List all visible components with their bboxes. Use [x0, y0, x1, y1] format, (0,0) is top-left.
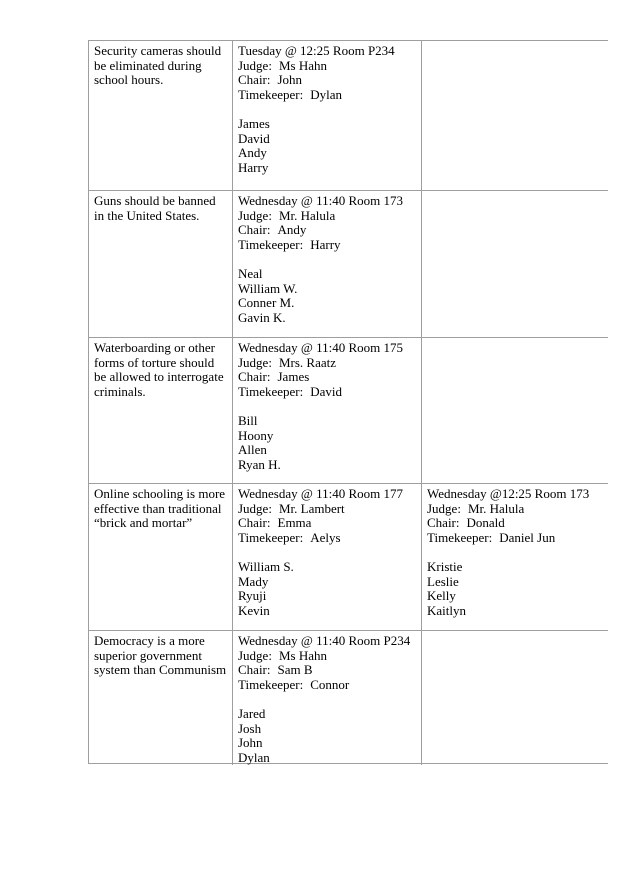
topic-line: “brick and mortar”	[94, 515, 193, 531]
session2-cell-empty	[422, 631, 609, 765]
session-timekeeper	[427, 531, 607, 546]
chair-label: Chair:	[238, 662, 271, 678]
session-judge	[427, 502, 607, 517]
debater-name: Bill	[238, 412, 258, 428]
topic-line: Online schooling is more	[94, 486, 226, 501]
session2-cell	[422, 484, 609, 630]
debater-name: John	[238, 735, 263, 751]
debate-schedule-table	[88, 40, 608, 764]
session2-cell-empty	[422, 41, 609, 190]
judge-name: Mrs. Raatz	[278, 354, 336, 370]
topic-line: school hours.	[94, 72, 164, 88]
debater-name: Conner M.	[238, 295, 295, 311]
session-timekeeper	[238, 531, 419, 546]
debater-name: David	[238, 130, 270, 146]
judge-label: Judge:	[238, 354, 272, 370]
chair-name: James	[277, 369, 310, 385]
timekeeper-label: Timekeeper:	[427, 529, 493, 545]
debater-name: James	[238, 115, 270, 131]
session-schedule: Wednesday @ 11:40 Room P234	[238, 633, 411, 648]
topic-line: criminals.	[94, 383, 146, 399]
session-chair	[238, 516, 419, 531]
chair-name: John	[277, 72, 303, 88]
session-chair	[238, 223, 419, 238]
session-schedule: Wednesday @ 11:40 Room 173	[238, 193, 403, 208]
timekeeper-name: Connor	[310, 676, 350, 692]
blank-line	[238, 252, 419, 267]
debater-name: Gavin K.	[238, 309, 286, 325]
table-row	[89, 338, 608, 484]
judge-label: Judge:	[427, 500, 461, 516]
session-judge	[238, 59, 419, 74]
session-timekeeper	[238, 385, 419, 400]
debater-name: Josh	[238, 720, 262, 736]
topic-line: forms of torture should	[94, 354, 215, 370]
session-chair	[238, 663, 419, 678]
timekeeper-label: Timekeeper:	[238, 383, 304, 399]
topic-line: be allowed to interrogate	[94, 369, 224, 385]
chair-name: Donald	[466, 515, 505, 531]
debater-name: Kristie	[427, 558, 463, 574]
session-judge	[238, 209, 419, 224]
topic-cell	[89, 631, 233, 765]
topic-line: in the United States.	[94, 207, 200, 223]
topic-line: superior government	[94, 647, 202, 663]
debater-name: Ryuji	[238, 588, 267, 604]
judge-name: Mr. Lambert	[278, 500, 345, 516]
blank-line	[238, 102, 419, 117]
debater-name: Kevin	[238, 602, 270, 618]
session-timekeeper	[238, 238, 419, 253]
topic-cell	[89, 41, 233, 190]
session2-cell-empty	[422, 338, 609, 483]
session-schedule: Wednesday @ 11:40 Room 175	[238, 340, 403, 355]
chair-label: Chair:	[427, 515, 460, 531]
session-schedule: Wednesday @ 11:40 Room 177	[238, 486, 403, 501]
debater-name: Allen	[238, 442, 267, 458]
session2-cell-empty	[422, 191, 609, 337]
debater-name: Jared	[238, 705, 266, 721]
judge-label: Judge:	[238, 57, 272, 73]
judge-name: Ms Hahn	[278, 57, 327, 73]
session1-cell	[233, 338, 422, 483]
judge-label: Judge:	[238, 207, 272, 223]
session-judge	[238, 649, 419, 664]
topic-line: be eliminated during	[94, 57, 202, 73]
topic-cell	[89, 191, 233, 337]
judge-label: Judge:	[238, 647, 272, 663]
chair-label: Chair:	[238, 515, 271, 531]
chair-label: Chair:	[238, 369, 271, 385]
debater-name: Dylan	[238, 749, 270, 765]
debater-name: Hoony	[238, 427, 274, 443]
topic-cell	[89, 338, 233, 483]
session1-cell	[233, 631, 422, 765]
debater-name: Kelly	[427, 588, 456, 604]
timekeeper-name: David	[310, 383, 343, 399]
session-timekeeper	[238, 678, 419, 693]
table-row	[89, 631, 608, 764]
debater-name: William S.	[238, 558, 294, 574]
judge-name: Ms Hahn	[278, 647, 327, 663]
chair-name: Andy	[277, 222, 307, 238]
blank-line	[238, 545, 419, 560]
session1-cell	[233, 191, 422, 337]
chair-label: Chair:	[238, 72, 271, 88]
topic-line: Guns should be banned	[94, 193, 216, 208]
debater-name: Neal	[238, 265, 263, 281]
table-row	[89, 41, 608, 191]
chair-name: Sam B	[277, 662, 313, 678]
session1-cell	[233, 484, 422, 630]
table-row	[89, 191, 608, 338]
judge-name: Mr. Halula	[278, 207, 336, 223]
topic-line: Democracy is a more	[94, 633, 205, 648]
blank-line	[427, 545, 607, 560]
topic-line: Security cameras should	[94, 43, 222, 58]
session-schedule: Tuesday @ 12:25 Room P234	[238, 43, 395, 58]
timekeeper-name: Daniel Jun	[499, 529, 556, 545]
timekeeper-name: Dylan	[310, 86, 343, 102]
debater-name: William W.	[238, 280, 298, 296]
topic-cell	[89, 484, 233, 630]
debater-name: Andy	[238, 145, 267, 161]
blank-line	[238, 692, 419, 707]
timekeeper-label: Timekeeper:	[238, 676, 304, 692]
session-judge	[238, 502, 419, 517]
judge-name: Mr. Halula	[467, 500, 525, 516]
session-chair	[238, 370, 419, 385]
timekeeper-label: Timekeeper:	[238, 86, 304, 102]
table-row	[89, 484, 608, 631]
topic-line: effective than traditional	[94, 500, 222, 516]
debater-name: Mady	[238, 573, 269, 589]
debater-name: Ryan H.	[238, 456, 281, 472]
topic-line: Waterboarding or other	[94, 340, 215, 355]
chair-name: Emma	[277, 515, 312, 531]
session-chair	[427, 516, 607, 531]
session-timekeeper	[238, 88, 419, 103]
session-judge	[238, 356, 419, 371]
timekeeper-name: Aelys	[310, 529, 341, 545]
debater-name: Kaitlyn	[427, 602, 466, 618]
chair-label: Chair:	[238, 222, 271, 238]
session-schedule: Wednesday @12:25 Room 173	[427, 486, 590, 501]
blank-line	[238, 399, 419, 414]
timekeeper-name: Harry	[310, 236, 341, 252]
timekeeper-label: Timekeeper:	[238, 529, 304, 545]
debater-name: Leslie	[427, 573, 459, 589]
debater-name: Harry	[238, 159, 269, 175]
session1-cell	[233, 41, 422, 190]
topic-line: system than Communism	[94, 662, 227, 678]
judge-label: Judge:	[238, 500, 272, 516]
timekeeper-label: Timekeeper:	[238, 236, 304, 252]
session-chair	[238, 73, 419, 88]
